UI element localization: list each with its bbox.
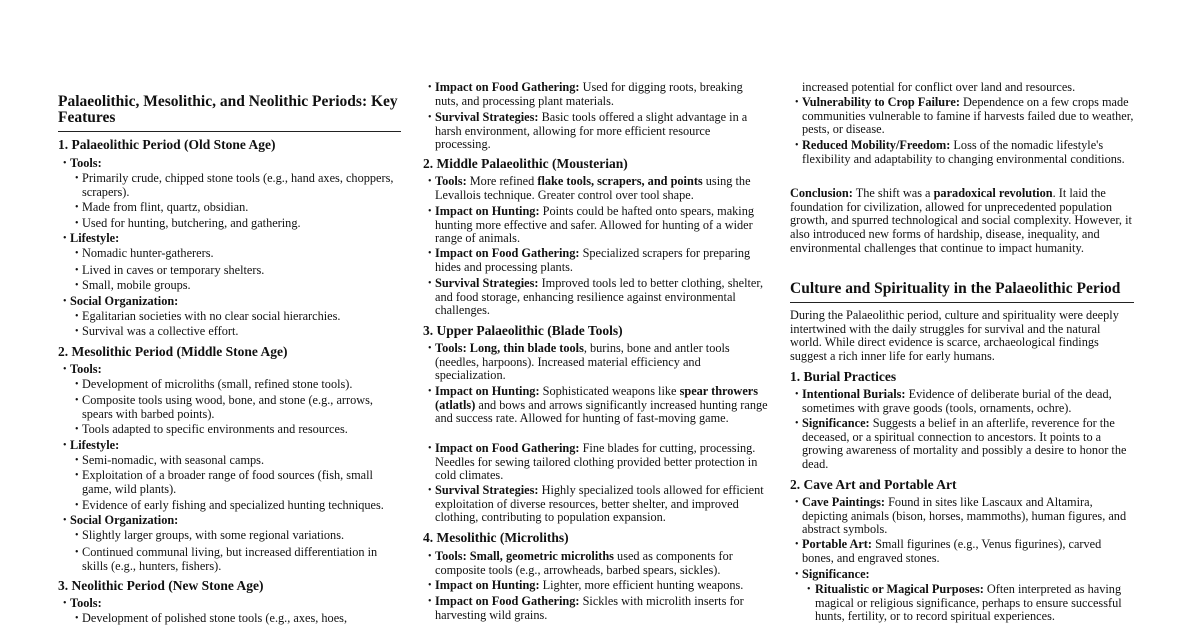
mesolithic-heading: 2. Mesolithic Period (Middle Stone Age) <box>58 344 288 359</box>
list-item: • Small, mobile groups. <box>75 278 191 292</box>
list-item: • Tools: <box>63 362 102 376</box>
list-item: • Used for hunting, butchering, and gathering. <box>75 216 301 230</box>
list-item: • Survival Strategies: Improved tools led to better clothing, shelter, and food storage, enhancing resilience against environmental challenges. <box>428 276 764 318</box>
burial-practices-heading: 1. Burial Practices <box>790 369 897 384</box>
list-item: • Semi-nomadic, with seasonal camps. <box>75 453 265 467</box>
list-item: • Tools adapted to specific environments and resources. <box>75 422 348 436</box>
neolithic-heading: 3. Neolithic Period (New Stone Age) <box>58 578 264 593</box>
list-item: • Ritualistic or Magical Purposes: Often interpreted as having magical or religious significance, perhaps to ensure successful hunts, fertility, or to record spiritual experiences. <box>807 582 1122 624</box>
conclusion-paragraph: Conclusion: The shift was a paradoxical revolution. It laid the foundation for civilization, allowed for unprecedented population growth, and spurred technological and social complexity. However, it also introduced new forms of hardship, disease, inequality, and environmental challenges that continue to impact humanity. <box>790 186 1132 255</box>
list-item: • Social Organization: <box>63 294 179 308</box>
list-item: • Significance: Suggests a belief in an afterlife, reverence for the deceased, or a spiritual connection to ancestors. It points to a growing awareness of mortality and possibly a desire to honor the dead. <box>795 416 1127 472</box>
list-item: • Egalitarian societies with no clear social hierarchies. <box>75 309 341 323</box>
culture-title-rule <box>790 302 1134 303</box>
list-item: • Exploitation of a broader range of food sources (fish, small game, wild plants). <box>75 468 373 496</box>
document-title: Palaeolithic, Mesolithic, and Neolithic Periods: Key Features <box>58 93 398 126</box>
list-item: • Development of polished stone tools (e.g., axes, hoes, <box>75 611 348 625</box>
list-item: • Tools: Long, thin blade tools, burins, bone and antler tools (needles, harpoons). Increased material efficiency and specialization. <box>428 341 730 383</box>
list-item: • Reduced Mobility/Freedom: Loss of the nomadic lifestyle's flexibility and adaptability to changing environmental conditions. <box>795 138 1125 166</box>
list-item: • Impact on Food Gathering: Used for digging roots, breaking nuts, and processing plant materials. <box>428 80 743 108</box>
list-item: • Survival Strategies: Basic tools offered a slight advantage in a harsh environment, allowing for more efficient resource processing. <box>428 110 748 152</box>
list-item: • Significance: <box>795 567 870 581</box>
middle-palaeolithic-heading: 2. Middle Palaeolithic (Mousterian) <box>423 156 628 171</box>
palaeolithic-heading: 1. Palaeolithic Period (Old Stone Age) <box>58 137 276 152</box>
list-item: • Tools: Small, geometric microliths used as components for composite tools (e.g., arrowheads, barbed spears, sickles). <box>428 549 733 577</box>
list-item: • Composite tools using wood, bone, and stone (e.g., arrows, spears with barbed points). <box>75 393 373 421</box>
list-item: • Portable Art: Small figurines (e.g., Venus figurines), carved bones, and engraved stones. <box>795 537 1102 565</box>
upper-palaeolithic-heading: 3. Upper Palaeolithic (Blade Tools) <box>423 323 623 338</box>
list-item: • Slightly larger groups, with some regional variations. <box>75 528 345 542</box>
list-item: • Lifestyle: <box>63 231 120 245</box>
list-item: • Impact on Hunting: Points could be hafted onto spears, making hunting more effective and safer. Allowed for hunting of a wider range of animals. <box>428 204 755 246</box>
list-item: • Survival was a collective effort. <box>75 324 239 338</box>
list-item: • Impact on Hunting: Lighter, more efficient hunting weapons. <box>428 578 744 592</box>
list-item: • Vulnerability to Crop Failure: Dependence on a few crops made communities vulnerable to famine if harvests failed due to weather, pests, or disease. <box>795 95 1134 137</box>
list-item: • Survival Strategies: Highly specialized tools allowed for efficient exploitation of diverse resources, better shelter, and improved clothing, contributing to population expansion. <box>428 483 764 525</box>
list-item: • Impact on Hunting: Sophisticated weapons like spear throwers (atlatls) and bows and arrows significantly increased hunting range and success rate. Allowed for hunting of fast-moving game. <box>428 384 768 426</box>
culture-intro-paragraph: During the Palaeolithic period, culture and spirituality were deeply intertwined with the daily struggles for survival and the natural world. While direct evidence is scarce, archaeological findings suggest a rich inner life for early humans. <box>790 308 1119 364</box>
list-item: • Impact on Food Gathering: Specialized scrapers for preparing hides and processing plants. <box>428 246 751 274</box>
list-item: • Impact on Food Gathering: Fine blades for cutting, processing. Needles for sewing tailored clothing provided better protection in cold climates. <box>428 441 758 483</box>
list-item: • Lifestyle: <box>63 438 120 452</box>
culture-section-title: Culture and Spirituality in the Palaeolithic Period <box>790 280 1121 297</box>
list-item: • Tools: <box>63 156 102 170</box>
list-item: • Intentional Burials: Evidence of deliberate burial of the dead, sometimes with grave goods (tools, ornaments, ochre). <box>795 387 1112 415</box>
list-item: • Primarily crude, chipped stone tools (e.g., hand axes, choppers, scrapers). <box>75 171 394 199</box>
list-item: • Continued communal living, but increased differentiation in skills (e.g., hunters, fishers). <box>75 545 378 573</box>
list-item-continued: increased potential for conflict over land and resources. <box>802 80 1076 94</box>
list-item: • Tools: More refined flake tools, scrapers, and points using the Levallois technique. Greater control over tool shape. <box>428 174 751 202</box>
title-rule <box>58 131 401 132</box>
list-item: • Evidence of early fishing and specialized hunting techniques. <box>75 498 384 512</box>
list-item: • Nomadic hunter-gatherers. <box>75 246 214 260</box>
list-item: • Cave Paintings: Found in sites like Lascaux and Altamira, depicting animals (bison, horses, mammoths), human figures, and abstract symbols. <box>795 495 1127 537</box>
list-item: • Lived in caves or temporary shelters. <box>75 263 265 277</box>
list-item: • Social Organization: <box>63 513 179 527</box>
list-item: • Impact on Food Gathering: Sickles with microlith inserts for harvesting wild grains. <box>428 594 744 622</box>
list-item: • Development of microliths (small, refined stone tools). <box>75 377 353 391</box>
list-item: • Tools: <box>63 596 102 610</box>
cave-art-heading: 2. Cave Art and Portable Art <box>790 477 957 492</box>
mesolithic-microliths-heading: 4. Mesolithic (Microliths) <box>423 530 569 545</box>
list-item: • Made from flint, quartz, obsidian. <box>75 200 249 214</box>
